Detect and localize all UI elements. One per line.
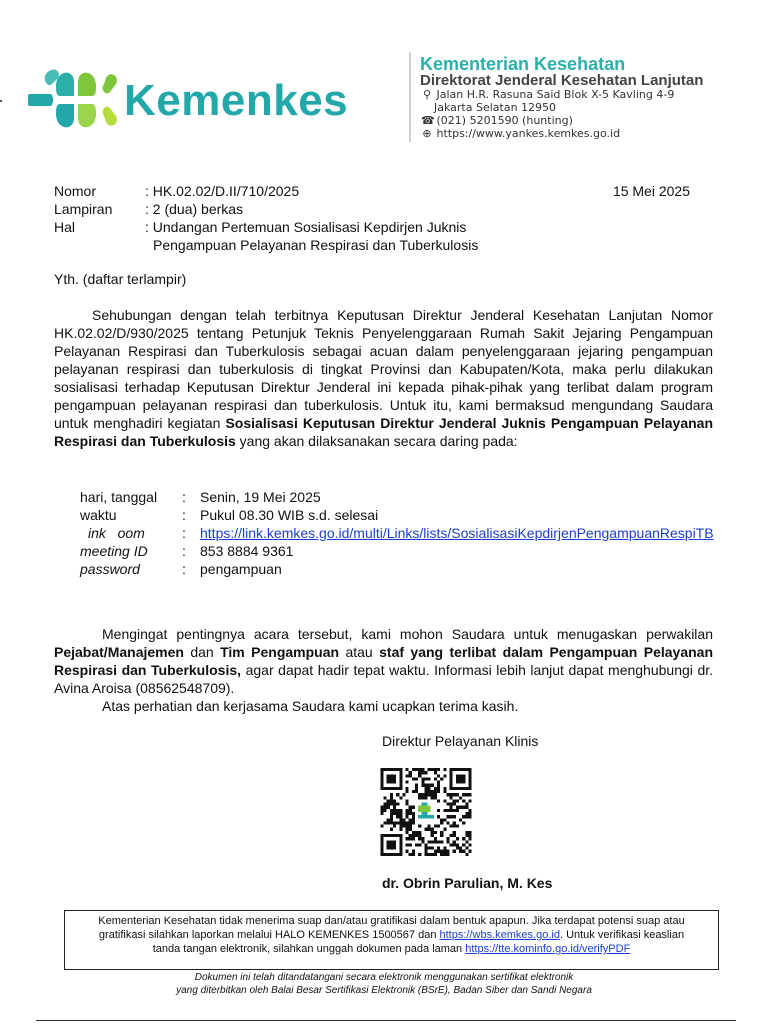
location-icon: ⚲	[422, 88, 432, 101]
lampiran-value: : 2 (dua) berkas	[145, 201, 244, 217]
org-name: Kementerian Kesehatan	[420, 54, 626, 74]
wbs-link[interactable]: https://wbs.kemkes.go.id	[439, 929, 560, 941]
tte-verify-link[interactable]: https://tte.kominfo.go.id/verifyPDF	[465, 943, 631, 955]
edge-mark	[0, 100, 2, 102]
qr-code-icon	[380, 768, 472, 856]
body1-line-7: untuk menghadiri kegiatan Sosialisasi Keputusan Direktur Jenderal Juknis Pengampuan Pelayanan	[54, 415, 714, 431]
body1-line-6: pengampuan pelayanan respirasi dan tuberkulosis. Untuk itu, kami bermaksud mengundang Saudara	[54, 397, 713, 413]
notice-line-1: Kementerian Kesehatan tidak menerima suap dan/atau gratifikasi dalam bentuk apapun. Jika terdapat potensi suap atau	[98, 915, 685, 927]
lampiran-label: Lampiran	[54, 201, 113, 217]
body1-line-1: Sehubungan dengan telah terbitnya Keputusan Direktur Jenderal Kesehatan Lanjutan Nomor	[92, 307, 713, 323]
phone-icon: ☎	[421, 114, 435, 127]
footer-line-2: yang diterbitkan oleh Balai Besar Sertifikasi Elektronik (BSrE), Badan Siber dan Sandi Negara	[176, 985, 592, 996]
event-date-label: hari, tanggal	[80, 489, 158, 505]
logo-wordmark: Kemenkes	[124, 76, 349, 125]
zoom-link[interactable]: https://link.kemkes.go.id/multi/Links/lists/SosialisasiKepdirjenPengampuanRespiTB	[200, 525, 714, 541]
header-divider	[409, 52, 411, 142]
body1-line-3: Pelayanan Respirasi dan Tuberkulosis sebagai acuan dalam penyelenggaraan jejaring pengampuan	[54, 343, 713, 359]
hal-label: Hal	[54, 219, 76, 235]
body1-line-2: HK.02.02/D/930/2025 tentang Petunjuk Teknis Penyelenggaraan Rumah Sakit Jejaring Pengampuan	[54, 325, 713, 341]
nomor-value: : HK.02.02/D.II/710/2025	[145, 183, 300, 199]
website-line[interactable]: ⊕ https://www.yankes.kemkes.go.id	[422, 127, 621, 140]
event-password-label: password	[80, 561, 140, 577]
recipient: Yth. (daftar terlampir)	[54, 271, 187, 287]
body2-line-4: Avina Aroisa (08562548709).	[54, 680, 235, 696]
hal-value-1: : Undangan Pertemuan Sosialisasi Kepdirjen Juknis	[145, 219, 467, 235]
letter-date: 15 Mei 2025	[612, 183, 690, 199]
body2-line-3: Respirasi dan Tuberkulosis, agar dapat hadir tepat waktu. Informasi lebih lanjut dapat menghubungi dr.	[54, 662, 714, 678]
address-line-1: ⚲ Jalan H.R. Rasuna Said Blok X-5 Kavling 4-9	[422, 88, 675, 101]
phone-line: ☎ (021) 5201590 (hunting)	[421, 114, 573, 127]
signatory-name: dr. Obrin Parulian, M. Kes	[382, 875, 553, 891]
bottom-rule	[36, 1020, 736, 1021]
notice-line-2: gratifikasi silahkan laporkan melalui HALO KEMENKES 1500567 dan https://wbs.kemkes.go.id. Untuk verifikasi keaslian	[98, 929, 685, 941]
body2-line-2: Pejabat/Manajemen dan Tim Pengampuan atau staf yang terlibat dalam Pengampuan Pelayanan	[54, 644, 714, 660]
signature-title: Direktur Pelayanan Klinis	[382, 733, 539, 749]
body1-line-4: pelayanan respirasi dan tuberkulosis di tingkat Provinsi dan Kabupaten/Kota, maka perlu dilakukan	[54, 361, 713, 377]
globe-icon: ⊕	[422, 127, 432, 140]
event-time-label: waktu	[80, 507, 117, 523]
event-date-colon: :	[182, 489, 186, 505]
event-time-value: Pukul 08.30 WIB s.d. selesai	[200, 507, 379, 523]
event-password-value: pengampuan	[200, 561, 282, 577]
event-date-value: Senin, 19 Mei 2025	[200, 489, 321, 505]
event-meeting-label: meeting ID	[80, 543, 148, 559]
event-link-label: ink oom	[88, 525, 145, 541]
event-time-colon: :	[182, 507, 186, 523]
event-password-colon: :	[182, 561, 186, 577]
footer-line-1: Dokumen ini telah ditandatangani secara elektronik menggunakan sertifikat elektronik	[194, 972, 574, 983]
body1-line-8: Respirasi dan Tuberkulosis yang akan dilaksanakan secara daring pada:	[54, 433, 518, 449]
org-unit: Direktorat Jenderal Kesehatan Lanjutan	[420, 72, 704, 89]
body1-line-5: sosialisasi terhadap Keputusan Direktur Jenderal ini kepada pihak-pihak yang terlibat dalam program	[54, 379, 713, 395]
nomor-label: Nomor	[54, 183, 97, 199]
hal-value-2: Pengampuan Pelayanan Respirasi dan Tuberkulosis	[153, 237, 479, 253]
event-link-colon: :	[182, 525, 186, 541]
closing-line: Atas perhatian dan kerjasama Saudara kami ucapkan terima kasih.	[102, 698, 519, 714]
event-meeting-value: 853 8884 9361	[200, 543, 294, 559]
body2-line-1: Mengingat pentingnya acara tersebut, kami mohon Saudara untuk menugaskan perwakilan	[102, 626, 713, 642]
address-line-2: Jakarta Selatan 12950	[434, 101, 557, 114]
event-meeting-colon: :	[182, 543, 186, 559]
notice-line-3: tanda tangan elektronik, silahkan unggah dokumen pada laman https://tte.kominfo.go.id/verifyPDF	[152, 943, 631, 955]
